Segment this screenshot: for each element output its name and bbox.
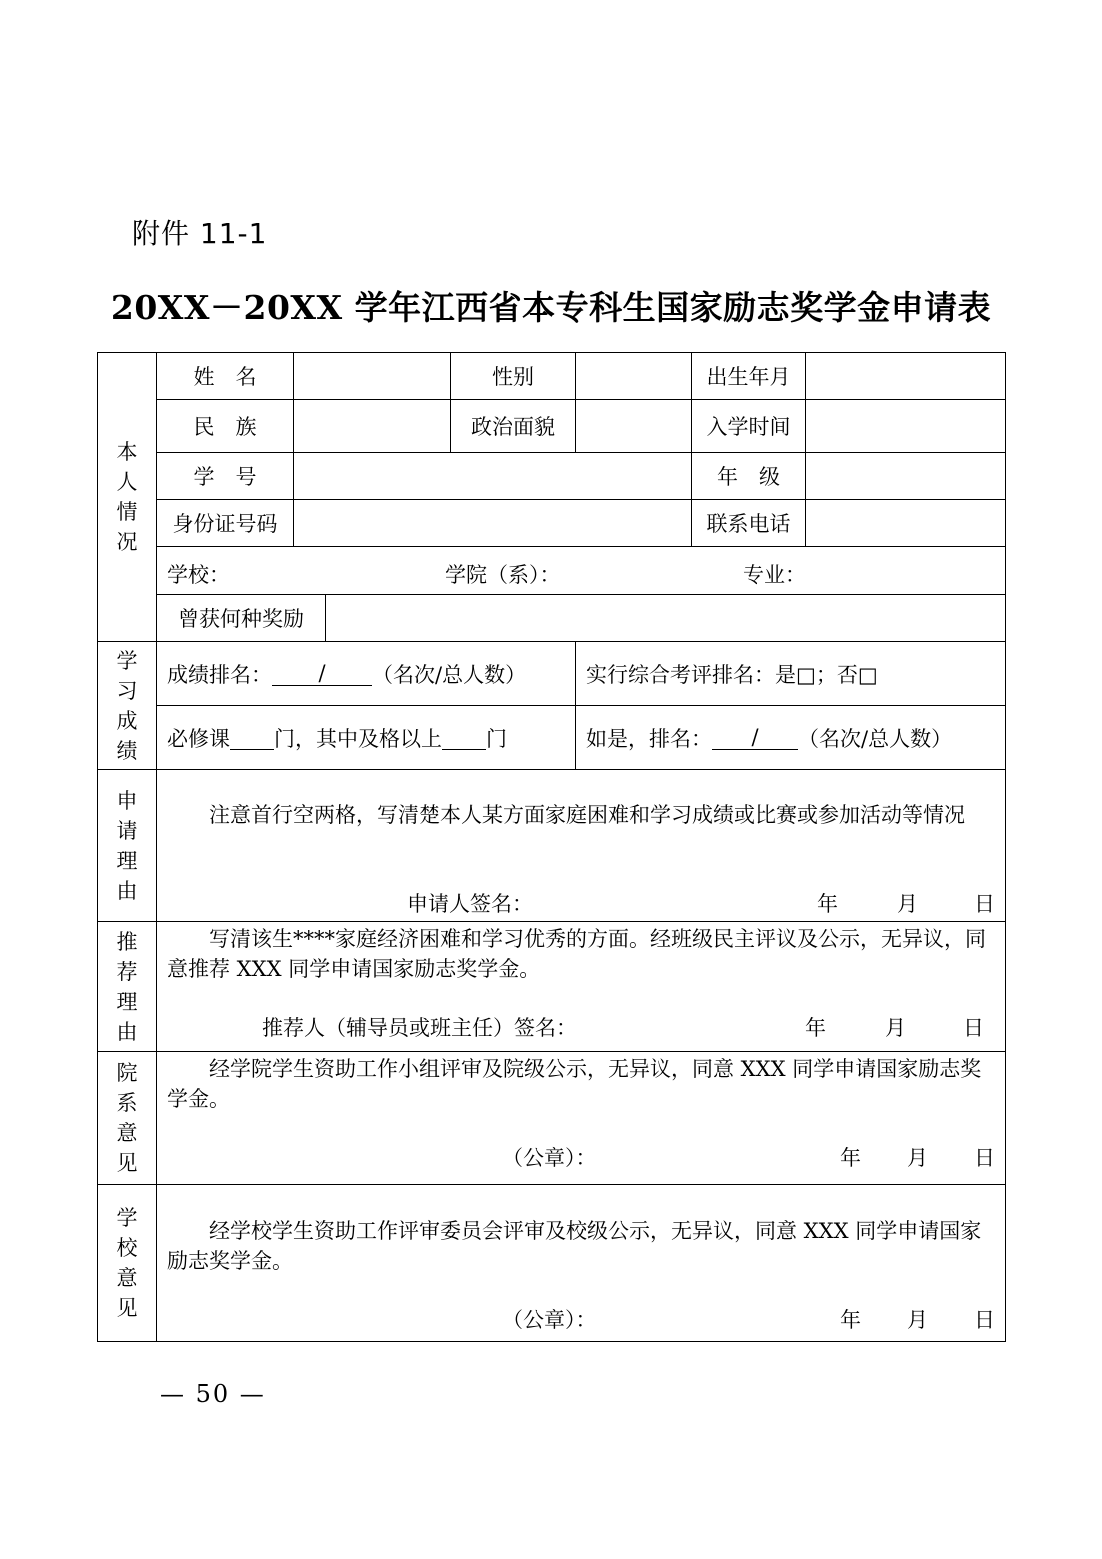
rank-cell[interactable] — [157, 642, 576, 706]
phone-label: 联系电话 — [692, 500, 806, 547]
major-label: 专业： — [743, 562, 806, 587]
if-yes-label: 如是，排名： — [586, 726, 712, 751]
school-opinion-text: 经学校学生资助工作评审委员会评审及校级公示，无异议，同意 XXX 同学申请国家励志奖学金。 — [167, 1219, 982, 1273]
reason-year-label: 年 — [817, 892, 838, 916]
id-number-label: 身份证号码 — [157, 500, 294, 547]
school-label: 学校： — [167, 562, 230, 587]
form-title: 20XX－20XX 学年江西省本专科生国家励志奖学金申请表 — [110, 288, 992, 327]
reason-field[interactable] — [157, 770, 1006, 922]
college-year-label: 年 — [840, 1146, 861, 1170]
if-yes-suffix: （名次/总人数） — [798, 726, 953, 751]
student-id-label: 学 号 — [157, 453, 294, 500]
row-college-opinion — [98, 1052, 1006, 1185]
political-field[interactable] — [576, 400, 692, 453]
grade-field[interactable] — [806, 453, 1006, 500]
row-school — [98, 547, 1006, 595]
rank-suffix: （名次/总人数） — [372, 662, 527, 687]
reason-month-label: 月 — [897, 892, 918, 916]
school-opinion-field[interactable] — [157, 1185, 1006, 1342]
section-personal-label: 本 人 情 况 — [98, 353, 157, 642]
college-seal-label: （公章）： — [502, 1146, 597, 1170]
awards-label: 曾获何种奖励 — [157, 595, 326, 642]
recommend-month-label: 月 — [885, 1016, 906, 1040]
section-recommend-label: 推 荐 理 由 — [98, 922, 157, 1052]
college-month-label: 月 — [907, 1146, 928, 1170]
row-ethnicity — [98, 400, 1006, 453]
grade-label: 年 级 — [692, 453, 806, 500]
row-id-number — [98, 500, 1006, 547]
gender-label: 性别 — [451, 353, 576, 400]
name-field[interactable] — [294, 353, 451, 400]
gender-field[interactable] — [576, 353, 692, 400]
row-required-courses — [98, 706, 1006, 770]
row-student-id — [98, 453, 1006, 500]
ethnicity-field[interactable] — [294, 400, 451, 453]
recommend-text: 写清该生****家庭经济困难和学习优秀的方面。经班级民主评议及公示，无异议，同意推荐 XXX 同学申请国家励志奖学金。 — [167, 927, 986, 981]
phone-field[interactable] — [806, 500, 1006, 547]
college-day-label: 日 — [974, 1146, 995, 1170]
row-rank — [98, 642, 1006, 706]
if-yes-rank-cell[interactable] — [576, 706, 1006, 770]
recommend-day-label: 日 — [963, 1016, 984, 1040]
student-id-field[interactable] — [294, 453, 692, 500]
comprehensive-label: 实行综合考评排名：是□；否□ — [586, 662, 878, 687]
section-school-opinion-label: 学 校 意 见 — [98, 1185, 157, 1342]
enroll-label: 入学时间 — [692, 400, 806, 453]
comprehensive-cell[interactable] — [576, 642, 1006, 706]
recommend-field[interactable] — [157, 922, 1006, 1052]
required-courses-cell[interactable] — [157, 706, 576, 770]
attachment-label: 附件 11-1 — [132, 217, 268, 250]
reason-day-label: 日 — [974, 892, 995, 916]
rank-blank[interactable]: / — [272, 661, 372, 686]
birth-field[interactable] — [806, 353, 1006, 400]
enroll-field[interactable] — [806, 400, 1006, 453]
applicant-signature-label: 申请人签名： — [407, 892, 533, 916]
required-suffix: 门 — [486, 726, 507, 751]
college-opinion-text: 经学院学生资助工作小组评审及院级公示，无异议，同意 XXX 同学申请国家励志奖学金。 — [167, 1057, 982, 1111]
reason-text: 注意首行空两格，写清楚本人某方面家庭困难和学习成绩或比赛或参加活动等情况 — [209, 803, 965, 827]
political-label: 政治面貌 — [451, 400, 576, 453]
recommend-year-label: 年 — [805, 1016, 826, 1040]
id-number-field[interactable] — [294, 500, 692, 547]
passed-count-blank[interactable] — [442, 725, 486, 750]
school-day-label: 日 — [974, 1308, 995, 1332]
application-form-table — [97, 352, 1006, 1342]
section-study-label: 学 习 成 绩 — [98, 642, 157, 770]
name-label: 姓 名 — [157, 353, 294, 400]
row-recommend — [98, 922, 1006, 1052]
college-opinion-field[interactable] — [157, 1052, 1006, 1185]
required-mid: 门，其中及格以上 — [274, 726, 442, 751]
if-yes-rank-blank[interactable]: / — [712, 725, 798, 750]
awards-field[interactable] — [326, 595, 1006, 642]
section-college-opinion-label: 院 系 意 见 — [98, 1052, 157, 1185]
school-year-label: 年 — [840, 1308, 861, 1332]
row-school-opinion — [98, 1185, 1006, 1342]
page-number: — 50 — — [160, 1380, 266, 1408]
row-name — [98, 353, 1006, 400]
ethnicity-label: 民 族 — [157, 400, 294, 453]
college-label: 学院（系）： — [445, 562, 561, 587]
required-count-blank[interactable] — [230, 725, 274, 750]
school-info-field[interactable] — [157, 547, 1006, 595]
row-reason — [98, 770, 1006, 922]
school-seal-label: （公章）： — [502, 1308, 597, 1332]
section-reason-label: 申 请 理 由 — [98, 770, 157, 922]
birth-label: 出生年月 — [692, 353, 806, 400]
required-prefix: 必修课 — [167, 726, 230, 751]
school-month-label: 月 — [907, 1308, 928, 1332]
rank-label: 成绩排名： — [167, 662, 272, 687]
recommender-signature-label: 推荐人（辅导员或班主任）签名： — [262, 1016, 577, 1040]
row-awards — [98, 595, 1006, 642]
